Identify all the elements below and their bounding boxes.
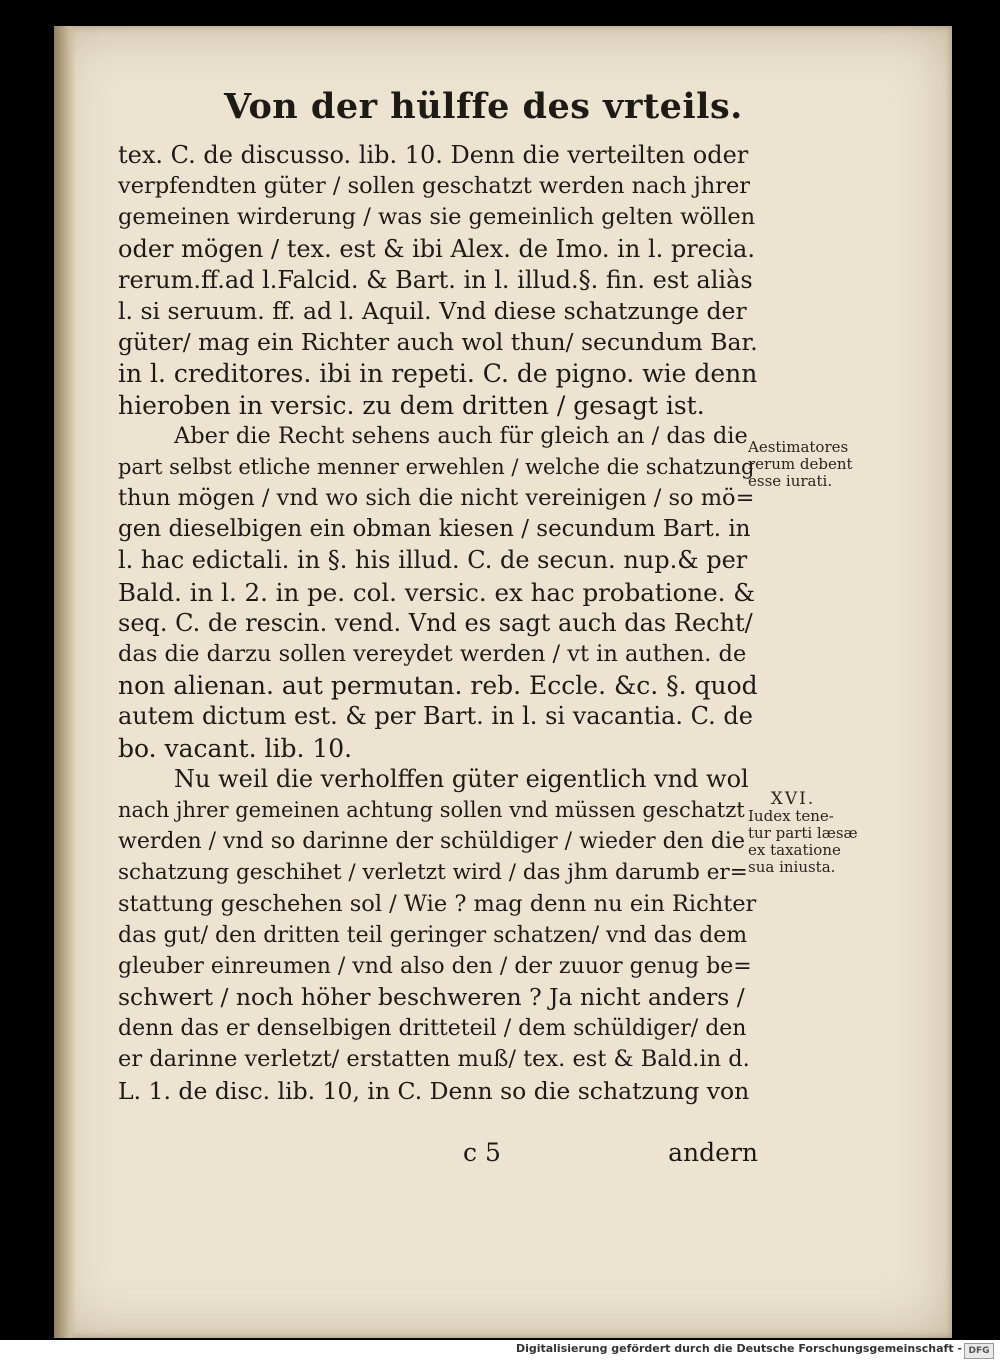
margin-note-line: rerum debent xyxy=(748,455,853,473)
page-spine-shadow xyxy=(54,26,76,1338)
text-line: L. 1. de disc. lib. 10, in C. Denn so die schatzung von xyxy=(118,1076,750,1105)
text-line: stattung geschehen sol / Wie ? mag denn nu ein Richter xyxy=(118,890,757,917)
dfg-logo-icon: DFG xyxy=(964,1343,994,1359)
margin-note-line: sua iniusta. xyxy=(748,858,836,876)
text-line: oder mögen / tex. est & ibi Alex. de Imo. in l. precia. xyxy=(118,234,755,263)
text-line: tex. C. de discusso. lib. 10. Denn die verteilten oder xyxy=(118,141,749,169)
text-line: das gut/ den dritten teil geringer schatzen/ vnd das dem xyxy=(118,922,748,948)
text-line: rerum.ff.ad l.Falcid. & Bart. in l. illud.§. fin. est aliàs xyxy=(118,265,753,294)
text-line: schwert / noch höher beschweren ? Ja nicht anders / xyxy=(118,983,745,1012)
text-line: l. si seruum. ff. ad l. Aquil. Vnd diese schatzunge der xyxy=(118,296,747,325)
text-line: nach jhrer gemeinen achtung sollen vnd müssen geschatzt xyxy=(118,797,745,822)
page-footer xyxy=(118,1138,758,1170)
text-line: Aber die Recht sehens auch für gleich an / das die xyxy=(174,422,748,449)
credit-bar xyxy=(0,1340,1000,1361)
text-line: er darinne verletzt/ erstatten muß/ tex. est & Bald.in d. xyxy=(118,1046,750,1073)
margin-note-iudex xyxy=(748,791,878,876)
margin-note-line: Iudex tene- xyxy=(748,807,834,825)
catchword: andern xyxy=(668,1138,758,1167)
margin-note-line: Aestimatores xyxy=(748,438,849,456)
text-line: Nu weil die verholffen güter eigentlich vnd wol xyxy=(174,764,749,793)
text-line: gemeinen wirderung / was sie gemeinlich gelten wöllen xyxy=(118,204,756,231)
text-line: das die darzu sollen vereydet werden / vt in authen. de xyxy=(118,641,747,667)
text-line: verpfendten güter / sollen geschatzt werden nach jhrer xyxy=(118,173,751,200)
text-line: schatzung geschihet / verletzt wird / das jhm darumb er= xyxy=(118,860,748,886)
margin-note-line: esse iurati. xyxy=(748,472,833,490)
text-line: bo. vacant. lib. 10. xyxy=(118,733,353,763)
margin-note-number: XVI. xyxy=(770,789,816,809)
text-line: seq. C. de rescin. vend. Vnd es sagt auch das Recht/ xyxy=(118,608,753,637)
funding-credit: Digitalisierung gefördert durch die Deutsche Forschungsgemeinschaft - xyxy=(515,1342,962,1355)
text-line: l. hac edictali. in §. his illud. C. de secun. nup.& per xyxy=(118,546,748,575)
text-line: hieroben in versic. zu dem dritten / gesagt ist. xyxy=(118,390,705,420)
margin-note-line: ex taxatione xyxy=(748,841,841,859)
body-text xyxy=(118,140,758,1107)
text-line: denn das er denselbigen dritteteil / dem schüldiger/ den xyxy=(118,1016,747,1042)
text-line: non alienan. aut permutan. reb. Eccle. &c. §. quod xyxy=(118,671,758,701)
text-line: autem dictum est. & per Bart. in l. si vacantia. C. de xyxy=(118,702,753,731)
text-line: werden / vnd so darinne der schüldiger / wieder den die xyxy=(118,829,745,855)
book-page xyxy=(54,26,952,1338)
text-line: thun mögen / vnd wo sich die nicht vereinigen / so mö= xyxy=(118,485,755,512)
text-line: güter/ mag ein Richter auch wol thun/ secundum Bar. xyxy=(118,328,758,357)
text-line: gleuber einreumen / vnd also den / der zuuor genug be= xyxy=(118,953,752,979)
text-line: in l. creditores. ibi in repeti. C. de pigno. wie denn xyxy=(118,359,758,389)
text-line: Bald. in l. 2. in pe. col. versic. ex hac probatione. & xyxy=(118,577,756,607)
running-head: Von der hülffe des vrteils. xyxy=(224,86,743,127)
text-line: part selbst etliche menner erwehlen / welche die schatzung xyxy=(118,454,755,479)
margin-note-line: tur parti læsæ xyxy=(748,824,858,842)
signature-mark: c 5 xyxy=(463,1138,501,1167)
text-line: gen dieselbigen ein obman kiesen / secundum Bart. in xyxy=(118,516,751,543)
margin-note-aestimatores xyxy=(748,439,878,490)
